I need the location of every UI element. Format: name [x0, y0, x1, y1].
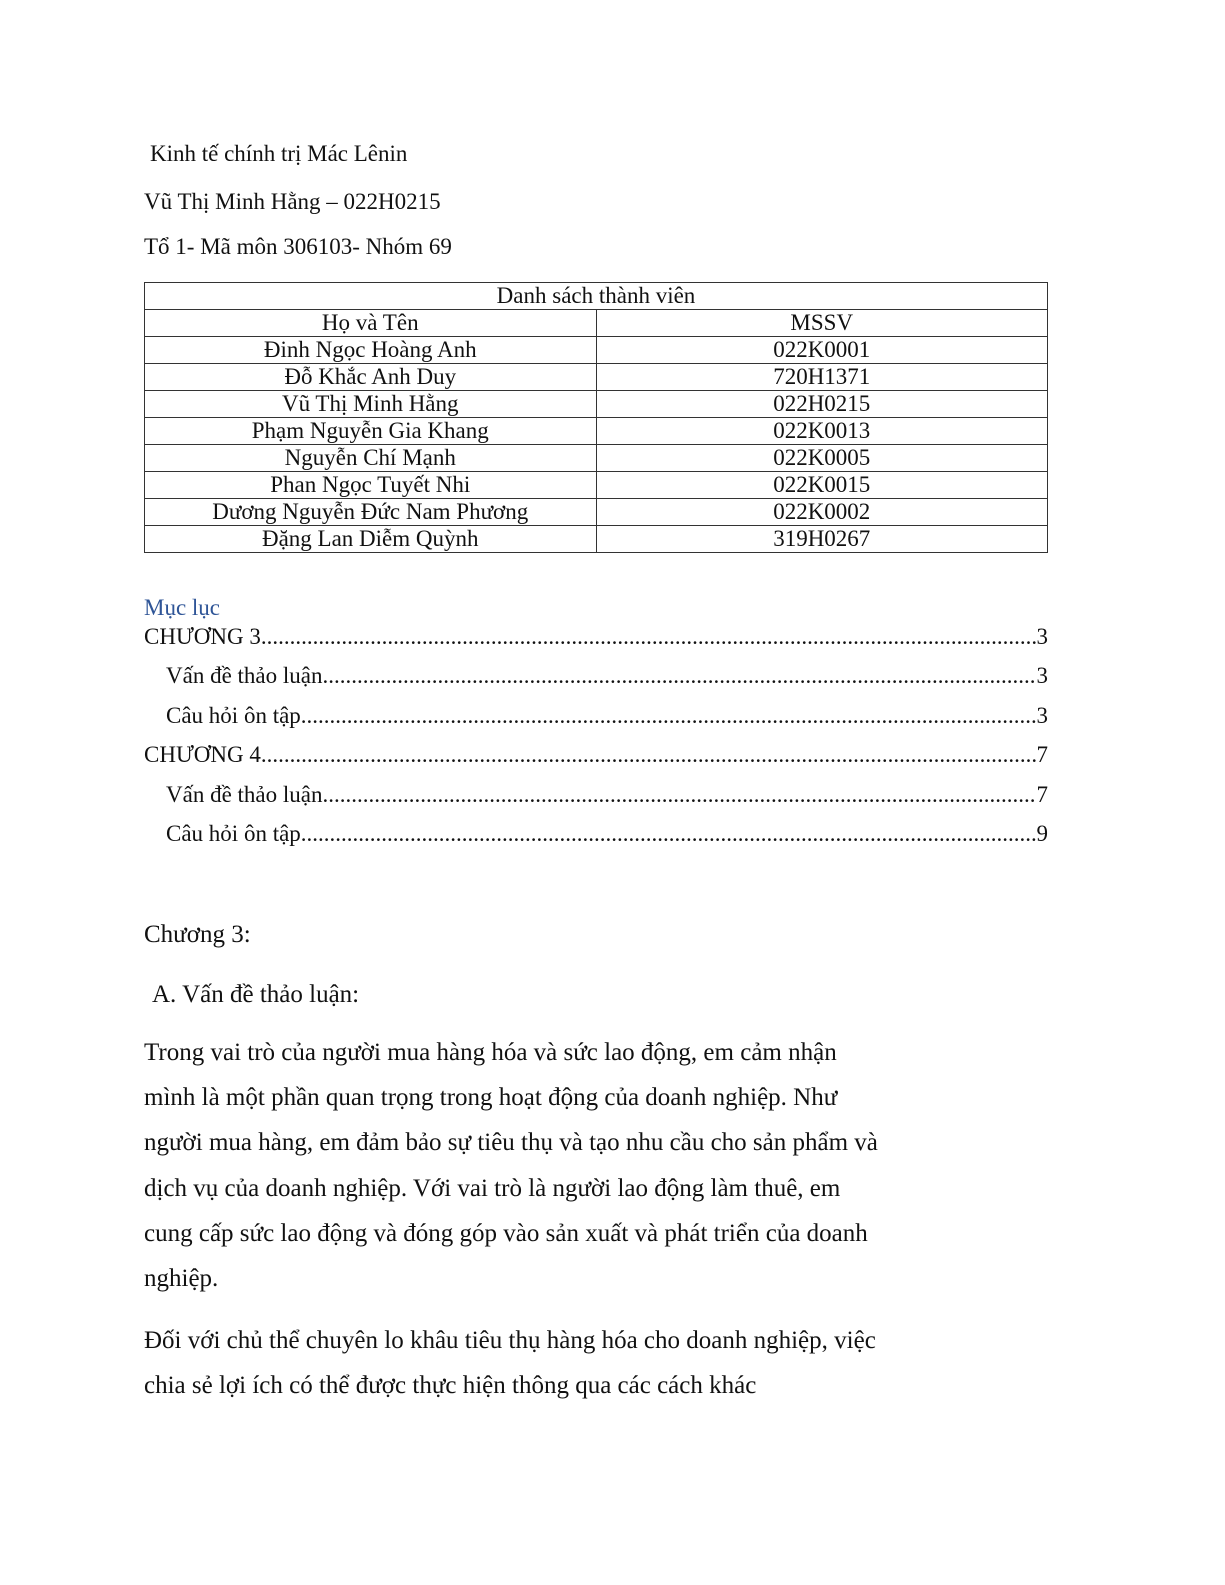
toc-entry-chapter-3[interactable] [144, 622, 1048, 661]
table-row [145, 472, 1048, 499]
column-header-id: MSSV [596, 310, 1048, 337]
author-line: Vũ Thị Minh Hằng – 022H0215 [144, 189, 441, 214]
member-name: Phạm Nguyễn Gia Khang [145, 418, 597, 445]
member-id: 720H1371 [596, 364, 1048, 391]
column-header-name: Họ và Tên [145, 310, 597, 337]
toc-entry-chapter-4[interactable] [144, 740, 1048, 779]
toc-entry-label: CHƯƠNG 3 [144, 624, 261, 649]
toc-entry-label: Câu hỏi ôn tập [166, 820, 301, 846]
table-row [145, 337, 1048, 364]
member-id: 022K0001 [596, 337, 1048, 364]
member-id: 022K0013 [596, 418, 1048, 445]
member-name: Đỗ Khắc Anh Duy [145, 364, 597, 391]
member-name: Vũ Thị Minh Hằng [145, 391, 597, 418]
member-id: 022K0015 [596, 472, 1048, 499]
member-id: 022K0002 [596, 499, 1048, 526]
member-id: 022H0215 [596, 391, 1048, 418]
table-row [145, 499, 1048, 526]
member-name: Nguyễn Chí Mạnh [145, 445, 597, 472]
toc-heading: Mục lục [144, 595, 221, 620]
toc-leader-dots [301, 701, 1037, 731]
section-heading: A. Vấn đề thảo luận: [152, 981, 360, 1008]
toc-entry-label: Vấn đề thảo luận [166, 781, 323, 807]
toc-page-number: 7 [1036, 742, 1048, 768]
member-name: Đặng Lan Diễm Quỳnh [145, 526, 597, 553]
member-name: Dương Nguyễn Đức Nam Phương [145, 499, 597, 526]
toc-page-number: 3 [1036, 624, 1048, 649]
toc-leader-dots [322, 780, 1036, 810]
table-row [145, 445, 1048, 472]
toc-entry-label: CHƯƠNG 4 [144, 742, 261, 768]
member-id: 319H0267 [596, 526, 1048, 553]
toc-page-number: 9 [1036, 820, 1048, 846]
chapter-heading: Chương 3: [144, 921, 251, 948]
table-row [145, 418, 1048, 445]
toc-leader-dots [261, 740, 1037, 770]
toc-leader-dots [261, 622, 1037, 652]
member-name: Đinh Ngọc Hoàng Anh [145, 337, 597, 364]
toc-entry-label: Vấn đề thảo luận [166, 663, 323, 689]
members-table-header-row [145, 310, 1048, 337]
body-paragraph: Trong vai trò của người mua hàng hóa và sức lao động, em cảm nhận mình là một phần quan trọng trong hoạt động của doanh nghiệp. Như người mua hàng, em đảm bảo sự tiêu thụ và tạo nhu cầu cho sản phẩm và dịch vụ của doanh nghiệp. Với vai trò là người lao động làm thuê, em cung cấp sức lao động và đóng góp vào sản xuất và phát triển của doanh nghiệp. [144, 1039, 878, 1293]
table-row [145, 364, 1048, 391]
group-line: Tổ 1- Mã môn 306103- Nhóm 69 [144, 234, 452, 259]
members-table [144, 282, 1048, 553]
body-paragraph: Đối với chủ thể chuyên lo khâu tiêu thụ hàng hóa cho doanh nghiệp, việc chia sẻ lợi ích có thể được thực hiện thông qua các cách khác [144, 1327, 876, 1400]
toc-page-number: 3 [1036, 663, 1048, 689]
toc-entry-review-questions[interactable] [144, 819, 1048, 858]
table-row [145, 391, 1048, 418]
toc-leader-dots [322, 661, 1036, 691]
toc-leader-dots [301, 819, 1037, 849]
toc-entry-label: Câu hỏi ôn tập [166, 702, 301, 728]
course-title: Kinh tế chính trị Mác Lênin [150, 141, 408, 166]
table-row [145, 526, 1048, 553]
toc-entry-discussion[interactable] [144, 661, 1048, 700]
member-name: Phan Ngọc Tuyết Nhi [145, 472, 597, 499]
toc-page-number: 3 [1036, 702, 1048, 728]
members-table-caption-row [145, 283, 1048, 310]
toc-entry-discussion[interactable] [144, 780, 1048, 819]
members-table-caption: Danh sách thành viên [145, 283, 1048, 310]
member-id: 022K0005 [596, 445, 1048, 472]
toc-page-number: 7 [1036, 781, 1048, 807]
table-of-contents [144, 622, 1048, 858]
toc-entry-review-questions[interactable] [144, 701, 1048, 740]
